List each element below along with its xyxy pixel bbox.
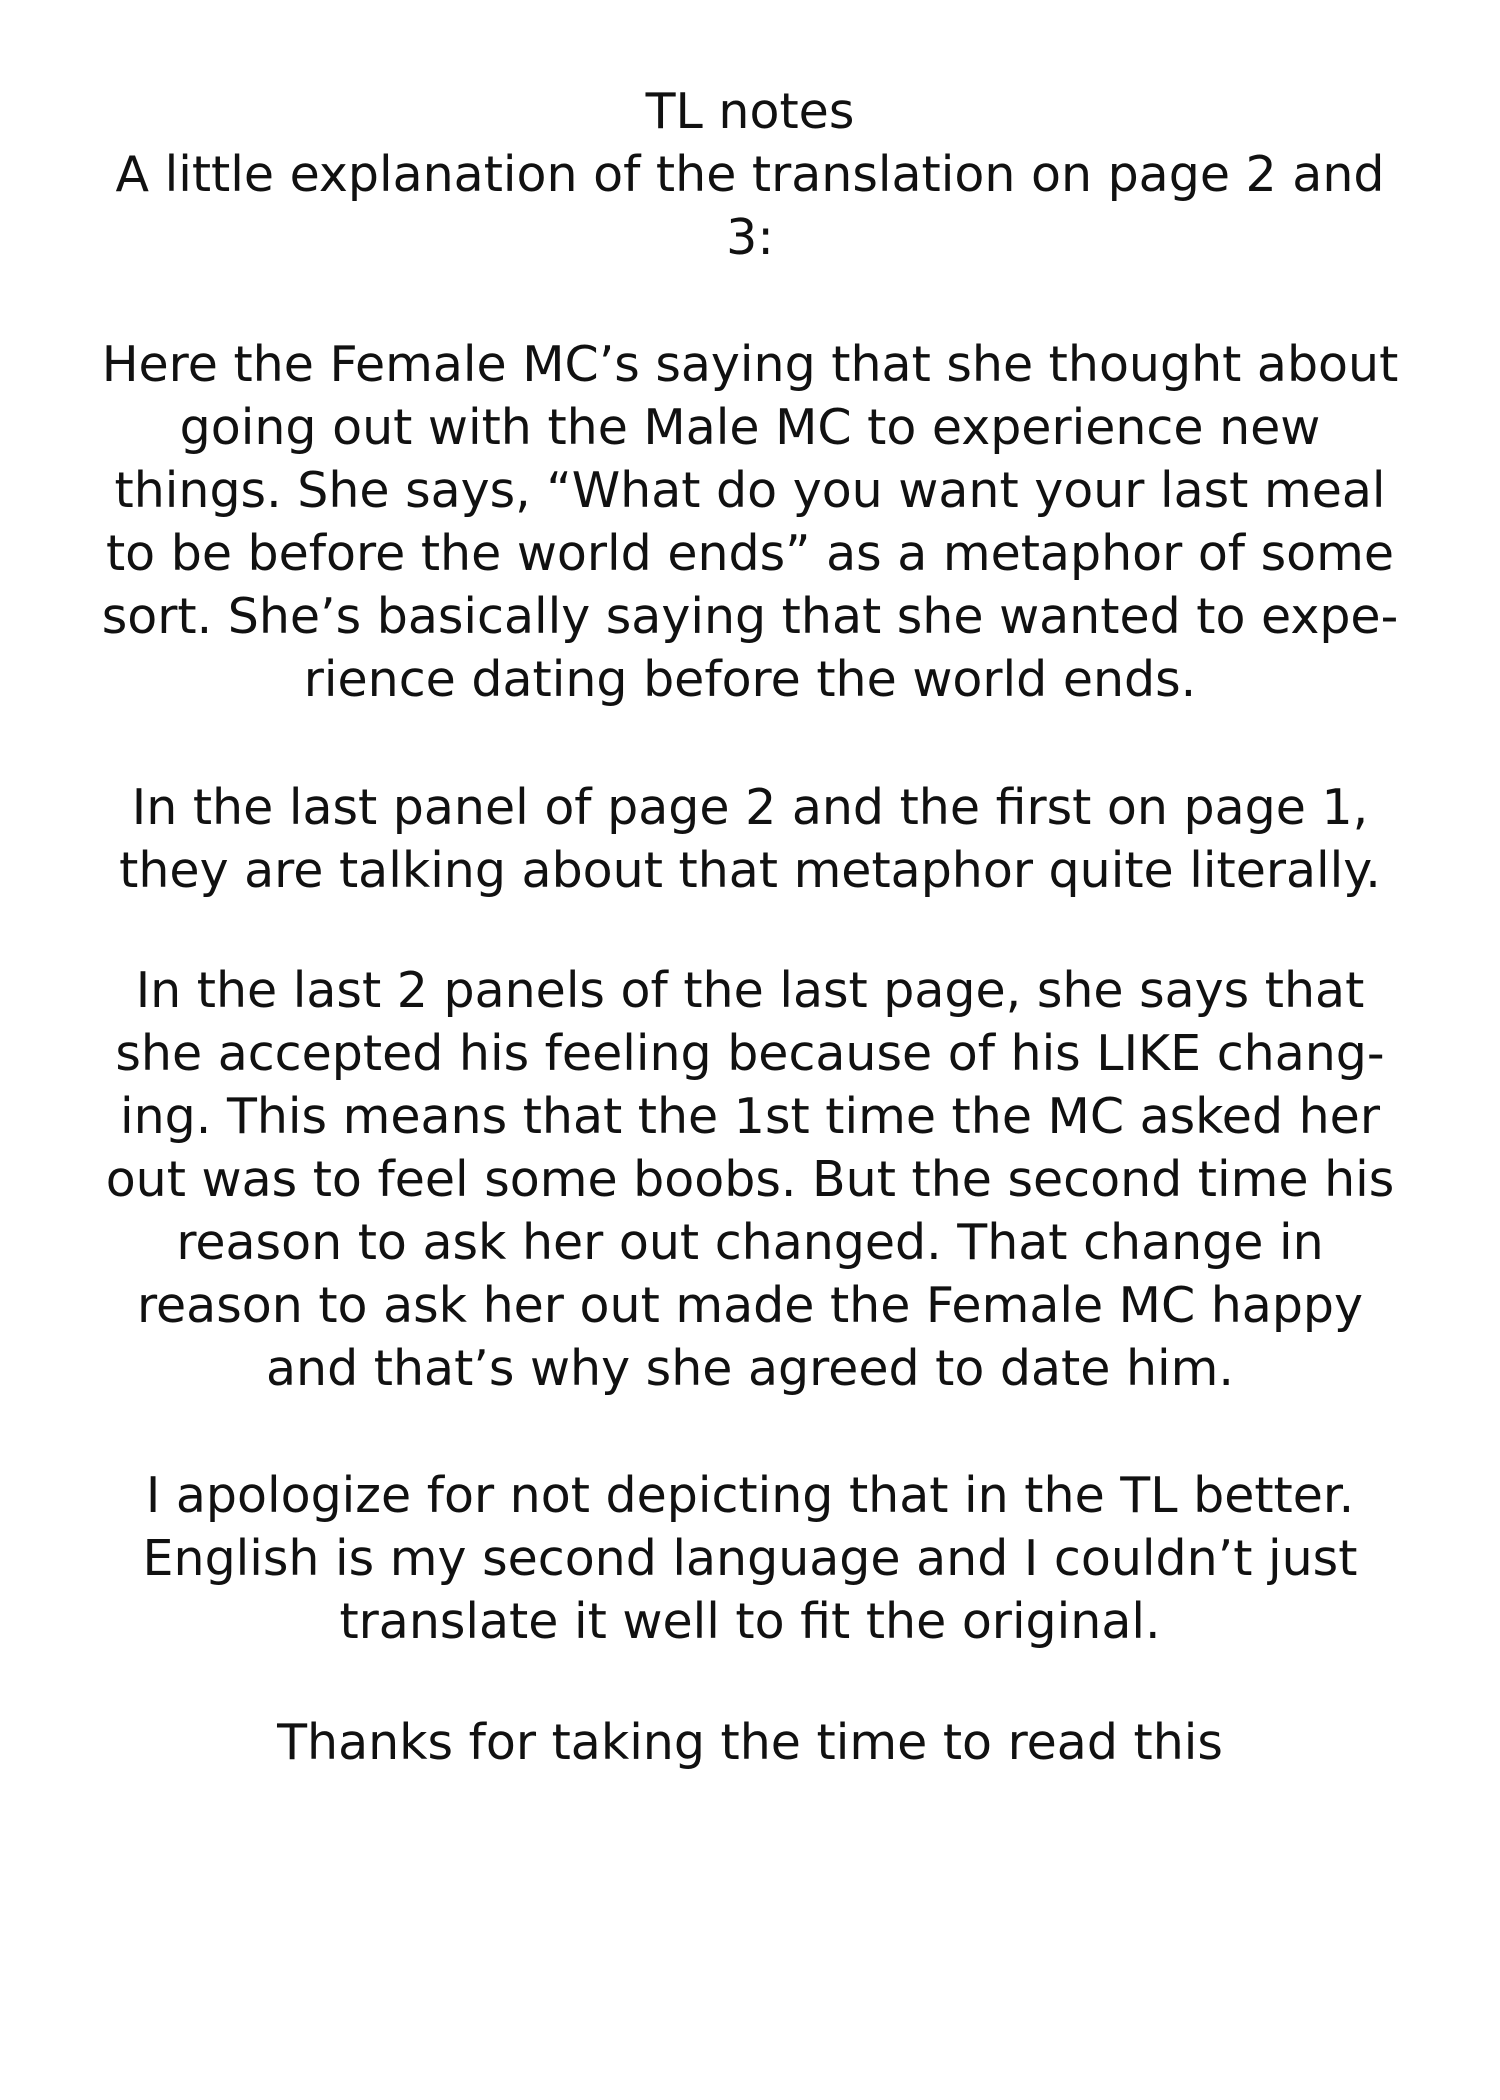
- text-line: going out with the Male MC to experience new: [179, 399, 1321, 456]
- text-line: to be before the world ends” as a metaphor of some: [105, 525, 1395, 582]
- paragraph-metaphor: [90, 333, 1410, 711]
- text-line: and that’s why she agreed to date him.: [266, 1340, 1234, 1397]
- text-line: she accepted his feeling because of his LIKE chang-: [115, 1025, 1385, 1082]
- text-line: reason to ask her out changed. That change in: [176, 1214, 1324, 1271]
- text-line: translate it well to fit the original.: [339, 1593, 1161, 1650]
- text-line: sort. She’s basically saying that she wanted to expe-: [101, 588, 1399, 645]
- text-line: they are talking about that metaphor quite literally.: [119, 842, 1381, 899]
- notes-header: [90, 80, 1410, 269]
- paragraph-apology: [90, 1464, 1410, 1653]
- text-line: Here the Female MC’s saying that she thought about: [101, 336, 1399, 393]
- text-line: English is my second language and I couldn’t just: [142, 1530, 1358, 1587]
- notes-subtitle-line: 3:: [726, 209, 774, 266]
- text-line: rience dating before the world ends.: [303, 651, 1197, 708]
- text-line: In the last 2 panels of the last page, she says that: [135, 962, 1365, 1019]
- text-line: In the last panel of page 2 and the first on page 1,: [131, 779, 1369, 836]
- paragraph-thanks: [90, 1711, 1410, 1774]
- text-line: things. She says, “What do you want your last meal: [114, 462, 1386, 519]
- paragraph-last-page: [90, 959, 1410, 1400]
- paragraph-last-panel: [90, 776, 1410, 902]
- text-line: ing. This means that the 1st time the MC asked her: [120, 1088, 1380, 1145]
- text-line: Thanks for taking the time to read this: [277, 1714, 1223, 1771]
- notes-title: TL notes: [645, 83, 855, 140]
- text-line: out was to feel some boobs. But the second time his: [105, 1151, 1395, 1208]
- text-line: reason to ask her out made the Female MC happy: [136, 1277, 1364, 1334]
- text-line: I apologize for not depicting that in the TL better.: [145, 1467, 1355, 1524]
- notes-subtitle-line: A little explanation of the translation on page 2 and: [115, 146, 1385, 203]
